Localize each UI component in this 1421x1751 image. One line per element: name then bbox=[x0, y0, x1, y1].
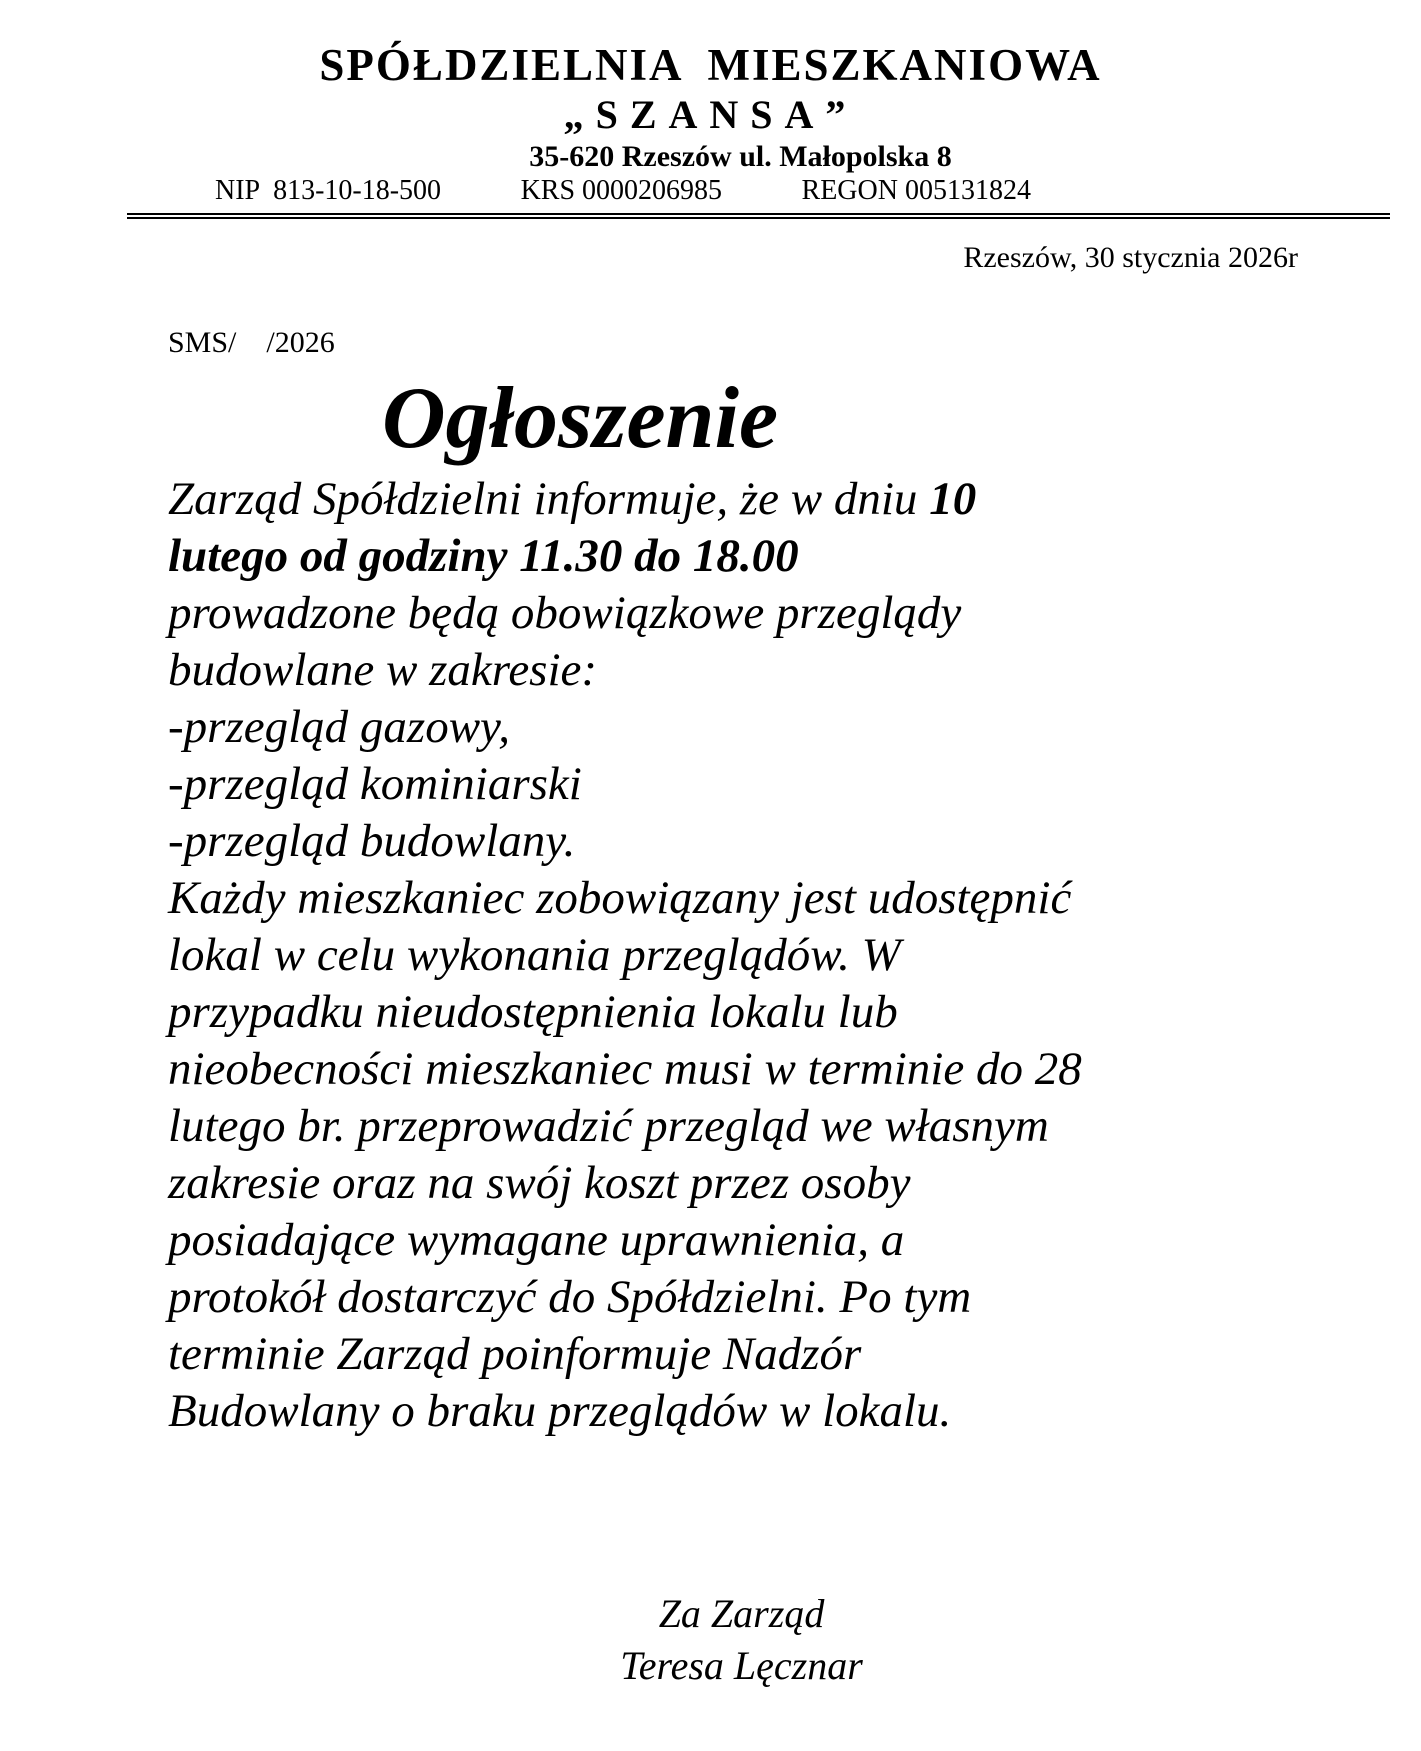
body-line: zakresie oraz na swój koszt przez osoby bbox=[168, 1157, 911, 1209]
announcement-title: Ogłoszenie bbox=[382, 370, 778, 467]
registration-numbers-row bbox=[0, 177, 1421, 205]
krs-number: KRS 0000206985 bbox=[520, 175, 723, 206]
body-line: przypadku nieudostępnienia lokalu lub bbox=[168, 986, 898, 1038]
body-line: posiadające wymagane uprawnienia, a bbox=[168, 1214, 905, 1266]
reference-number: SMS/ /2026 bbox=[168, 326, 335, 359]
organization-short-name: „SZANSA” bbox=[563, 92, 858, 137]
body-line: nieobecności mieszkaniec musi w terminie do 28 bbox=[168, 1043, 1082, 1095]
body-line: budowlane w zakresie: bbox=[168, 644, 598, 696]
body-line: -przegląd kominiarski bbox=[168, 758, 582, 810]
body-line: Budowlany o braku przeglądów w lokalu. bbox=[168, 1385, 952, 1437]
announcement-body bbox=[0, 471, 1421, 1440]
body-line: Każdy mieszkaniec zobowiązany jest udostępnić bbox=[168, 872, 1072, 924]
header-divider bbox=[127, 213, 1390, 219]
signature-block bbox=[0, 1588, 1421, 1692]
body-line: lokal w celu wykonania przeglądów. W bbox=[168, 929, 901, 981]
organization-name: SPÓŁDZIELNIA MIESZKANIOWA bbox=[319, 40, 1102, 90]
organization-address: 35-620 Rzeszów ul. Małopolska 8 bbox=[529, 140, 952, 173]
body-line: prowadzone będą obowiązkowe przeglądy bbox=[168, 587, 962, 639]
body-line: terminie Zarząd poinformuje Nadzór bbox=[168, 1328, 862, 1380]
regon-number: REGON 005131824 bbox=[801, 175, 1031, 206]
place-and-date: Rzeszów, 30 stycznia 2026r bbox=[963, 241, 1298, 274]
body-line: -przegląd budowlany. bbox=[168, 815, 576, 867]
nip-number: NIP 813-10-18-500 bbox=[215, 175, 442, 206]
signature-role: Za Zarząd bbox=[658, 1591, 825, 1636]
signature-name: Teresa Lęcznar bbox=[620, 1643, 863, 1688]
body-line: -przegląd gazowy, bbox=[168, 701, 511, 753]
letterhead bbox=[0, 38, 1421, 205]
body-line: protokół dostarczyć do Spółdzielni. Po tym bbox=[168, 1271, 972, 1323]
body-line: lutego od godziny 11.30 do 18.00 bbox=[168, 530, 799, 582]
body-line: Zarząd Spółdzielni informuje, że w dniu 10 bbox=[168, 473, 977, 525]
body-line: lutego br. przeprowadzić przegląd we własnym bbox=[168, 1100, 1049, 1152]
